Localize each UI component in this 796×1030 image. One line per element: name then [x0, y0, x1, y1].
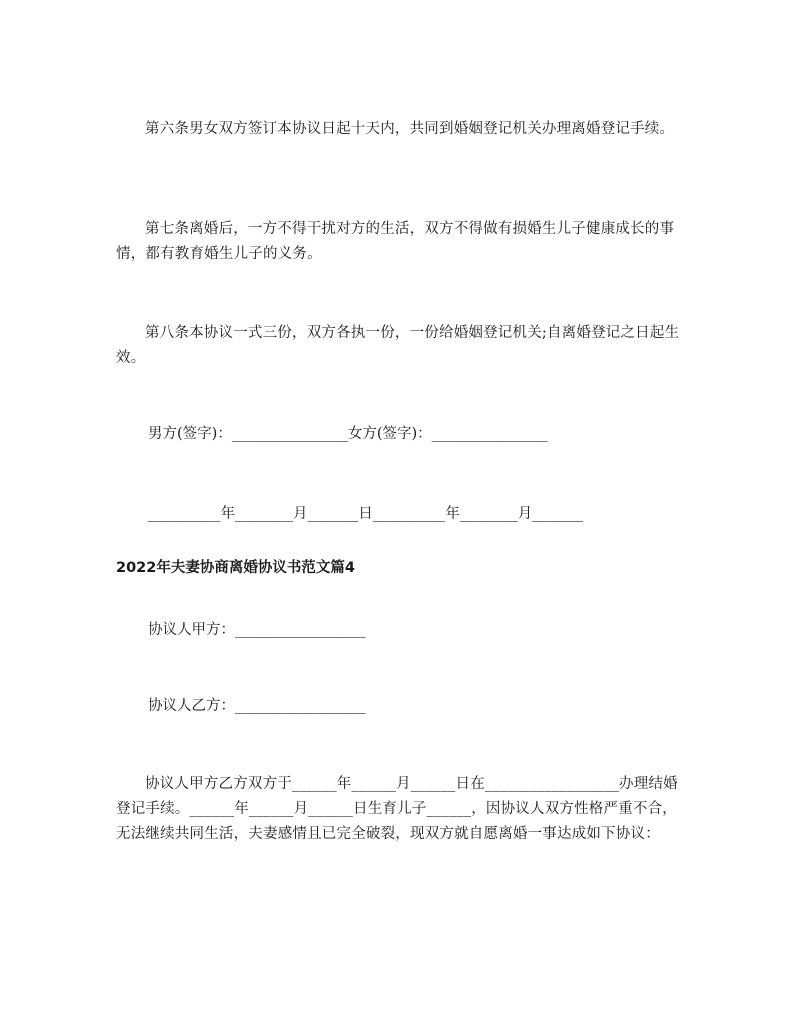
article-6-paragraph: 第六条男女双方签订本协议日起十天内，共同到婚姻登记机关办理离婚登记手续。: [145, 121, 675, 137]
party-b-line: 协议人乙方：__________________: [148, 698, 366, 714]
section-heading: 2022年夫妻协商离婚协议书范文篇4: [116, 560, 355, 576]
date-line: __________年________月_______日__________年________月_______: [148, 506, 583, 522]
signature-line: 男方(签字)：________________女方(签字)：________________: [148, 426, 548, 442]
party-a-line: 协议人甲方：__________________: [148, 622, 366, 638]
article-7-paragraph: 第七条离婚后，一方不得干扰对方的生活，双方不得做有损婚生儿子健康成长的事情，都有教育婚生儿子的义务。: [116, 221, 675, 262]
agreement-intro-paragraph: 协议人甲方乙方双方于______年______月______日在__________________办理结婚登记手续。______年______月______日生育儿子______，因协议人双方性格严重不合，无法继续共同生活，夫妻感情且已完全破裂，现双方就自愿离婚一事达成如下协议：: [116, 776, 678, 842]
article-8-paragraph: 第八条本协议一式三份，双方各执一份，一份给婚姻登记机关;自离婚登记之日起生效。: [116, 325, 680, 366]
